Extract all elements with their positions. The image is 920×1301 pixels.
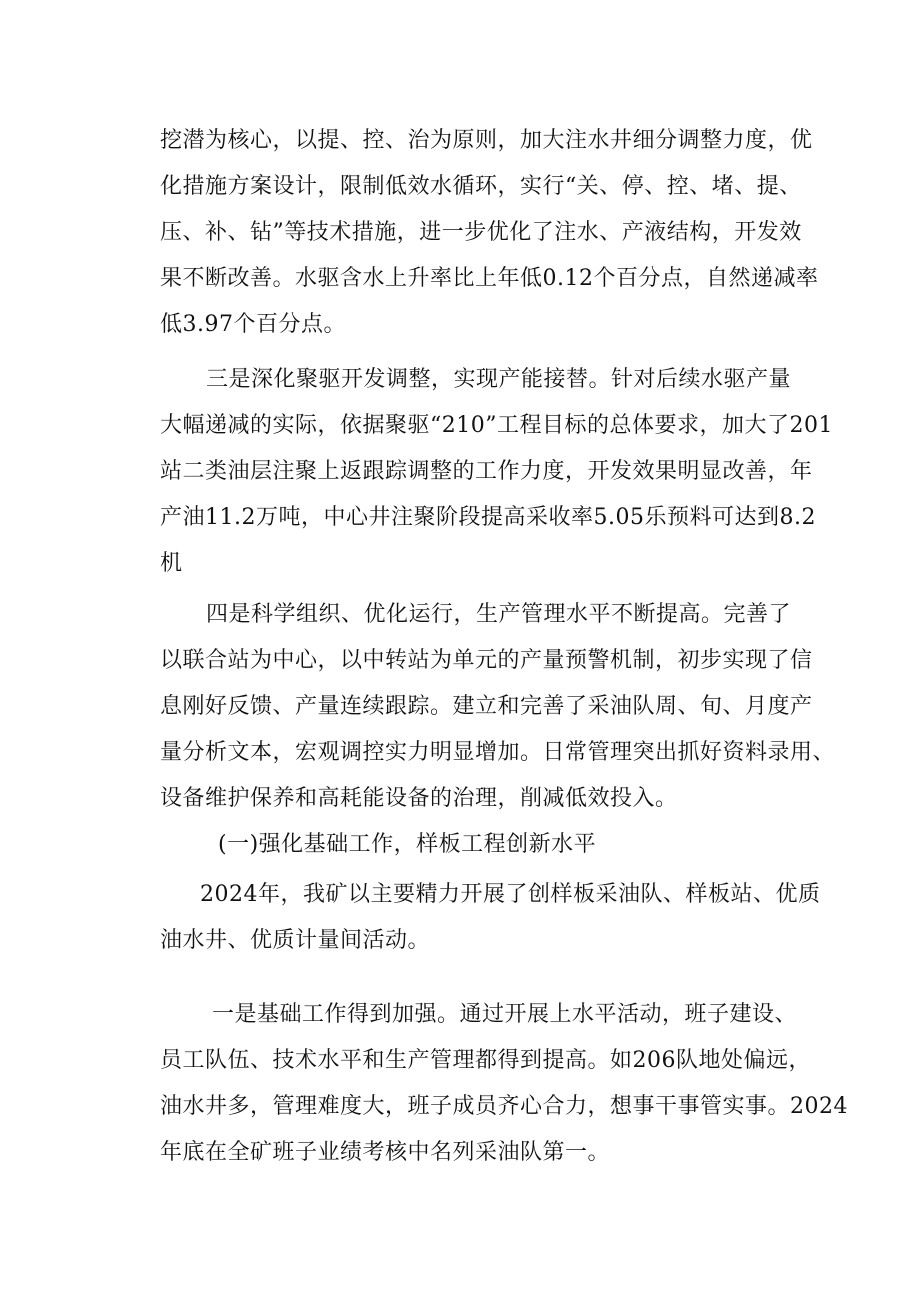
paragraph-heading-4: 四是科学组织、优化运行，生产管理水平不断提高。完善了 — [206, 602, 792, 627]
text-line: 油水井多，管理难度大，班子成员齐心合力，想事干事管实事。2024 — [160, 1094, 848, 1119]
text-line: 以联合站为中心，以中转站为单元的产量预警机制，初步实现了信 — [160, 648, 813, 673]
section-heading: (一)强化基础工作，样板工程创新水平 — [218, 832, 597, 857]
text-line: 挖潜为核心，以提、控、治为原则，加大注水井细分调整力度，优 — [160, 128, 813, 153]
text-line: 息刚好反馈、产量连续跟踪。建立和完善了采油队周、旬、月度产 — [160, 694, 813, 719]
text-line: 大幅递减的实际，依据聚驱“210”工程目标的总体要求，加大了201 — [160, 413, 833, 438]
text-line: 产油11.2万吨，中心井注聚阶段提高采收率5.05乐预料可达到8.2 — [160, 505, 816, 530]
text-line: 设备维护保养和高耗能设备的治理，削减低效投入。 — [160, 786, 678, 811]
paragraph-heading-3: 三是深化聚驱开发调整，实现产能接替。针对后续水驱产量 — [206, 367, 792, 392]
text-line: 低3.97个百分点。 — [160, 312, 346, 337]
text-line: 机 — [160, 551, 183, 576]
text-line: 年底在全矿班子业绩考核中名列采油队第一。 — [160, 1140, 611, 1165]
text-line: 员工队伍、技术水平和生产管理都得到提高。如206队地处偏远， — [160, 1048, 811, 1073]
text-line: 果不断改善。水驱含水上升率比上年低0.12个百分点，自然递减率 — [160, 266, 819, 291]
paragraph-heading-1: 一是基础工作得到加强。通过开展上水平活动，班子建设、 — [212, 1002, 798, 1027]
text-line: 2024年，我矿以主要精力开展了创样板采油队、样板站、优质 — [200, 882, 821, 907]
text-line: 站二类油层注聚上返跟踪调整的工作力度，开发效果明显改善，年 — [160, 459, 813, 484]
text-line: 化措施方案设计，限制低效水循环，实行“关、停、控、堵、提、 — [160, 174, 802, 199]
text-line: 量分析文本，宏观调控实力明显增加。日常管理突出抓好资料录用、 — [160, 740, 836, 765]
text-line: 压、补、钻”等技术措施，进一步优化了注水、产液结构，开发效 — [160, 220, 802, 245]
text-line: 油水井、优质计量间活动。 — [160, 928, 431, 953]
